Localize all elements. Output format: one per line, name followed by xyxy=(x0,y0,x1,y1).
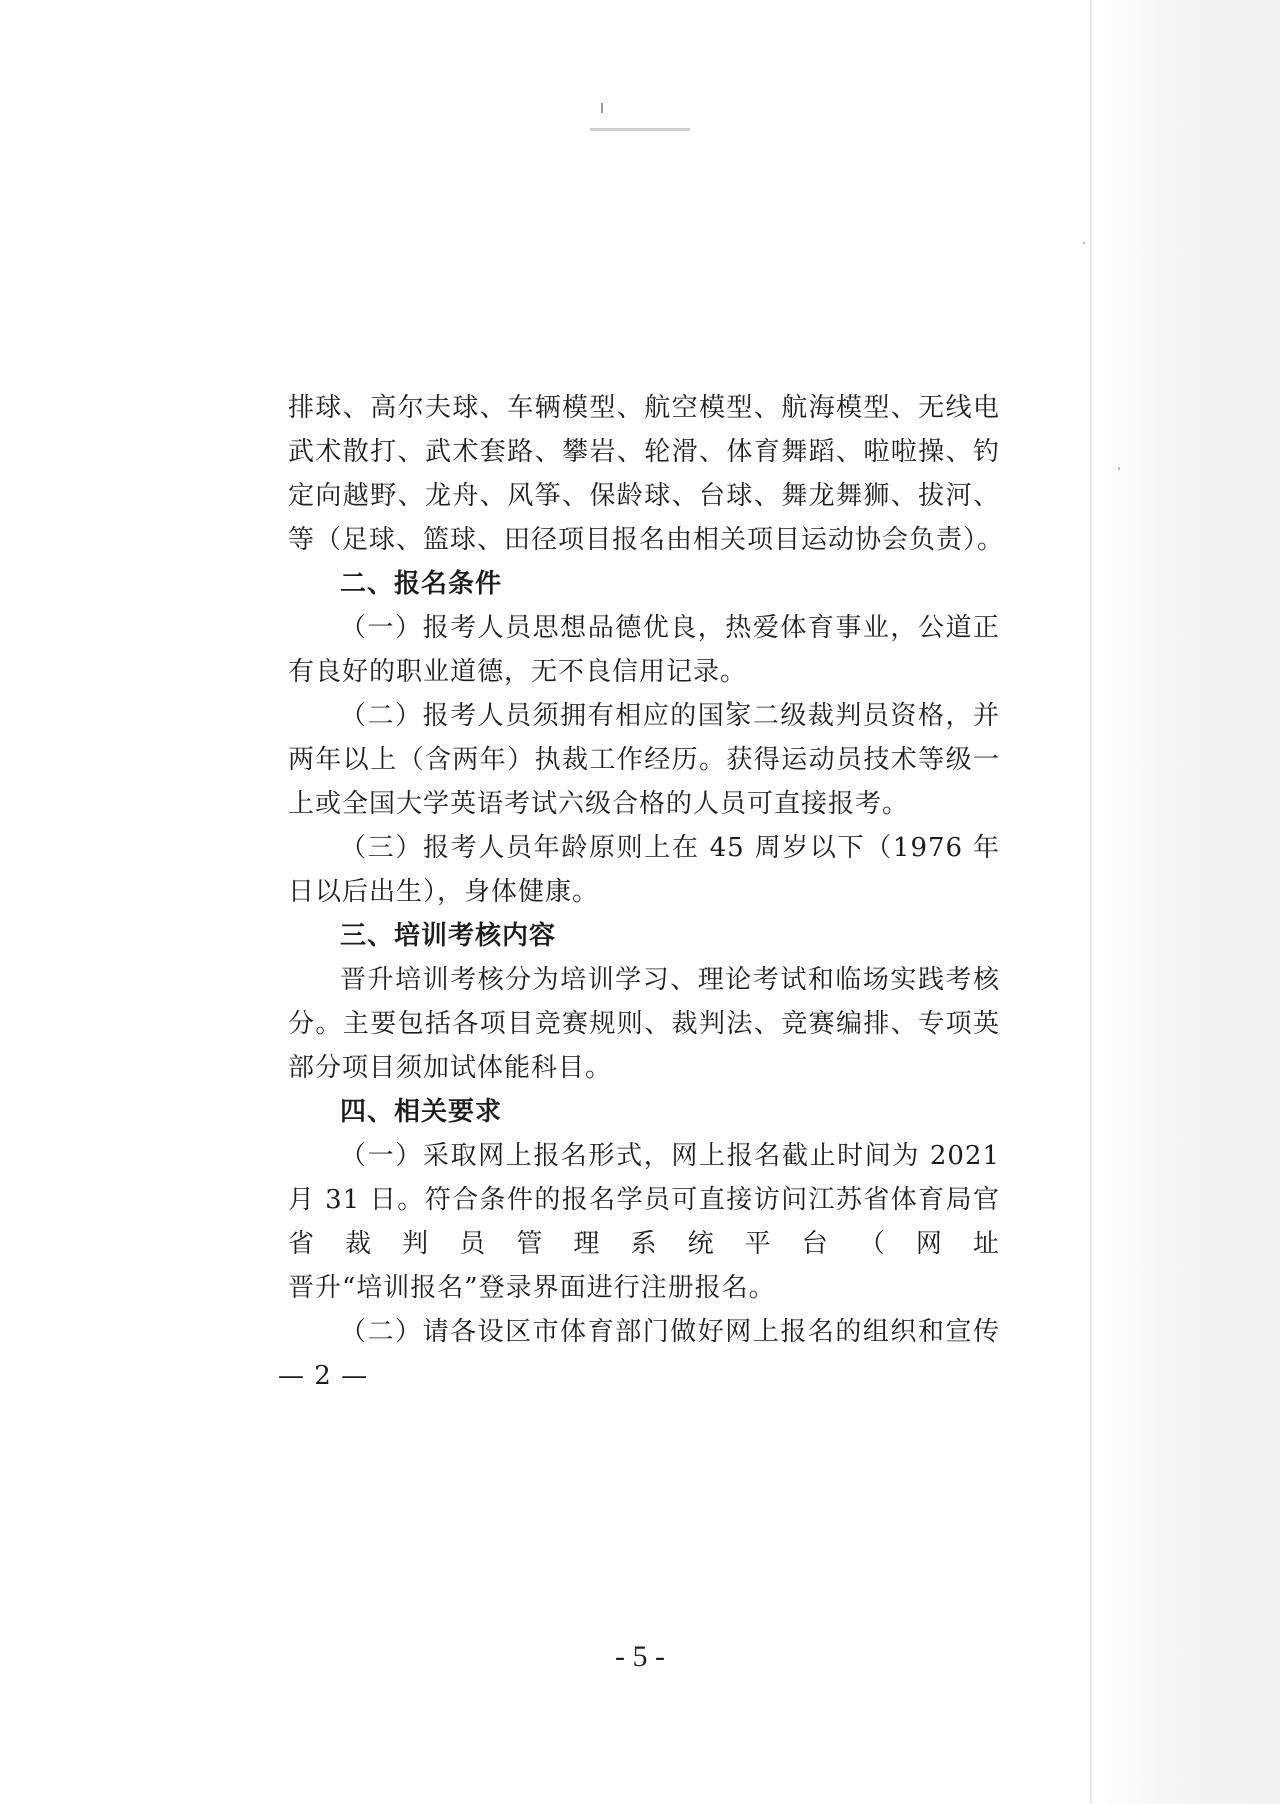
paragraph-line: 省裁判员管理系统平台（网址 xyxy=(288,1229,1000,1259)
scan-edge-shadow xyxy=(1090,0,1280,1804)
scan-speck xyxy=(601,103,603,113)
scan-speck xyxy=(1083,242,1085,244)
paragraph-line: 晋升“培训报名”登录界面进行注册报名。 xyxy=(288,1273,776,1303)
paragraph-line: 排球、高尔夫球、车辆模型、航空模型、航海模型、无线电 xyxy=(288,393,1000,423)
paragraph-line: 分。主要包括各项目竞赛规则、裁判法、竞赛编排、专项英 xyxy=(288,1009,1000,1039)
paragraph-line: （一）采取网上报名形式，网上报名截止时间为 2021 xyxy=(340,1141,1000,1171)
paragraph-line: 日以后出生），身体健康。 xyxy=(288,877,600,907)
paragraph-line: 月 31 日。符合条件的报名学员可直接访问江苏省体育局官 xyxy=(288,1185,1000,1215)
section-heading: 三、培训考核内容 xyxy=(340,921,557,951)
document-body xyxy=(278,386,1005,1398)
section-heading: 四、相关要求 xyxy=(340,1097,503,1127)
page-number: - 5 - xyxy=(615,1640,665,1673)
inner-page-number: — 2 — xyxy=(278,1361,369,1391)
paragraph-line: 定向越野、龙舟、风筝、保龄球、台球、舞龙舞狮、拔河、 xyxy=(288,481,1000,511)
paragraph-line: 等（足球、篮球、田径项目报名由相关项目运动协会负责）。 xyxy=(288,525,1005,555)
paragraph-line: （二）请各设区市体育部门做好网上报名的组织和宣传 xyxy=(340,1317,1000,1347)
scan-speck xyxy=(590,128,690,131)
paragraph-line: 上或全国大学英语考试六级合格的人员可直接报考。 xyxy=(288,789,910,819)
paragraph-line: （三）报考人员年龄原则上在 45 周岁以下（1976 年 xyxy=(340,833,1000,863)
paragraph-line: 两年以上（含两年）执裁工作经历。获得运动员技术等级一 xyxy=(288,745,1000,775)
paragraph-line: 武术散打、武术套路、攀岩、轮滑、体育舞蹈、啦啦操、钓 xyxy=(288,437,1000,467)
paragraph-line: （二）报考人员须拥有相应的国家二级裁判员资格，并 xyxy=(340,701,1000,731)
paragraph-line: 有良好的职业道德，无不良信用记录。 xyxy=(288,657,748,687)
paragraph-line: 部分项目须加试体能科目。 xyxy=(288,1053,613,1083)
scan-fold-line xyxy=(1090,0,1092,1804)
paragraph-line: （一）报考人员思想品德优良，热爱体育事业，公道正 xyxy=(340,613,1000,643)
section-heading: 二、报名条件 xyxy=(340,569,503,599)
paragraph-line: 晋升培训考核分为培训学习、理论考试和临场实践考核 xyxy=(340,965,1000,995)
scan-speck xyxy=(1118,467,1120,470)
